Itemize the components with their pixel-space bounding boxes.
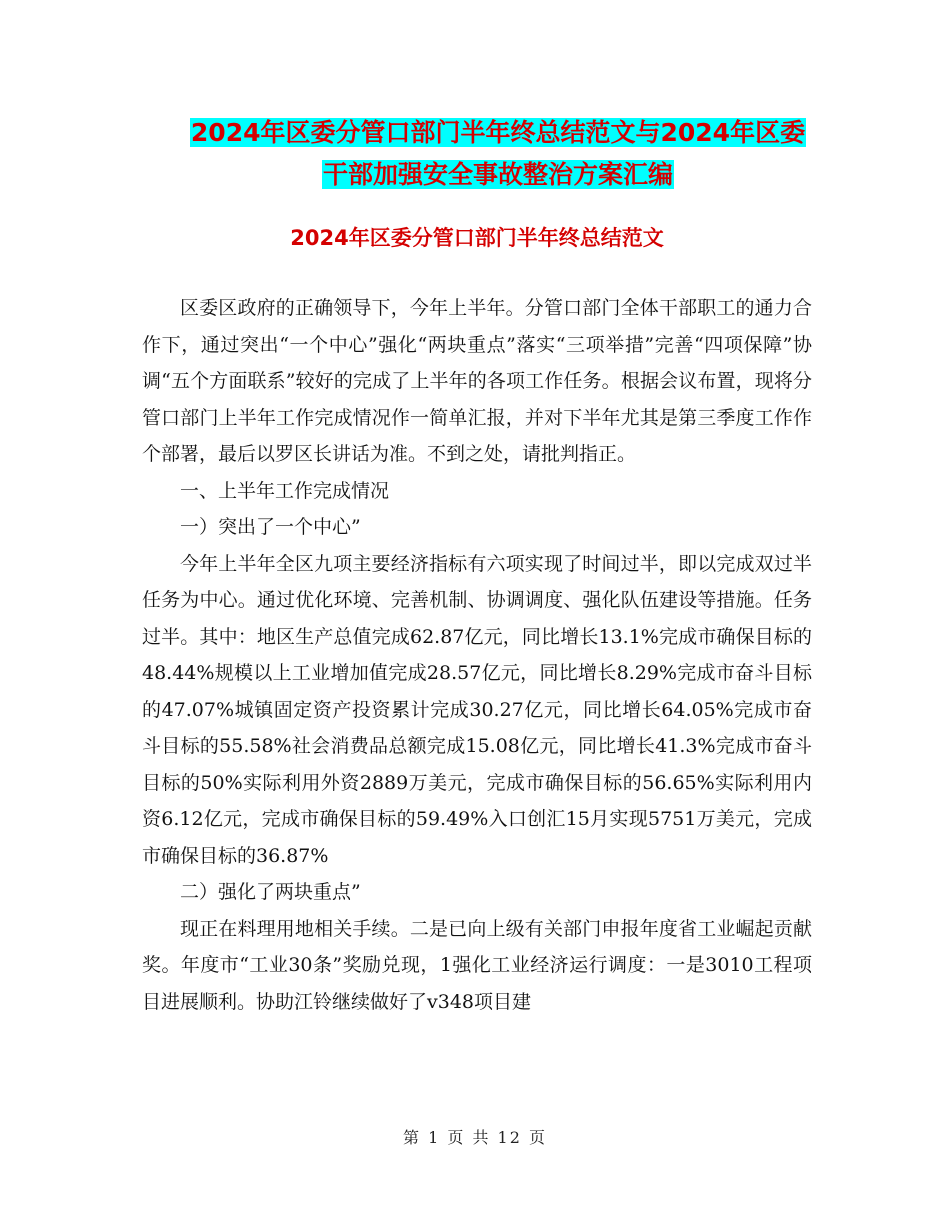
- document-title-line-2: 干部加强安全事故整治方案汇编: [322, 160, 673, 189]
- document-body: [142, 290, 812, 1020]
- heading-section-1: 一、上半年工作完成情况: [180, 479, 390, 502]
- page-number-footer: 第 1 页 共 12 页: [403, 1128, 547, 1147]
- section-title: 2024年区委分管口部门半年终总结范文: [290, 226, 664, 250]
- paragraph-key-projects: 现正在料理用地相关手续。二是已向上级有关部门申报年度省工业崛起贡献奖。年度市“工业30条”奖励兑现，1强化工业经济运行调度：一是3010工程项目进展顺利。协助江铃继续做好了v348项目建: [142, 917, 812, 1013]
- document-title-line-1: 2024年区委分管口部门半年终总结范文与2024年区委: [190, 118, 806, 147]
- heading-subsection-2: 二）强化了两块重点”: [180, 881, 361, 903]
- paragraph-economic-indicators: 今年上半年全区九项主要经济指标有六项实现了时间过半，即以完成双过半任务为中心。通过优化环境、完善机制、协调调度、强化队伍建设等措施。任务过半。其中：地区生产总值完成62.87亿元，同比增长13.1%完成市确保目标的48.44%规模以上工业增加值完成28.57亿元，同比增长8.29%完成市奋斗目标的47.07%城镇固定资产投资累计完成30.27亿元，同比增长64.05%完成市奋斗目标的55.58%社会消费品总额完成15.08亿元，同比增长41.3%完成市奋斗目标的50%实际利用外资2889万美元，完成市确保目标的56.65%实际利用内资6.12亿元，完成市确保目标的59.49%入口创汇15月实现5751万美元，完成市确保目标的36.87%: [142, 552, 812, 867]
- paragraph-intro: 区委区政府的正确领导下，今年上半年。分管口部门全体干部职工的通力合作下，通过突出“一个中心”强化“两块重点”落实“三项举措”完善“四项保障”协调“五个方面联系”较好的完成了上半年的各项工作任务。根据会议布置，现将分管口部门上半年工作完成情况作一简单汇报，并对下半年尤其是第三季度工作作个部署，最后以罗区长讲话为准。不到之处，请批判指正。: [142, 297, 812, 465]
- heading-subsection-1: 一）突出了一个中心”: [180, 516, 361, 538]
